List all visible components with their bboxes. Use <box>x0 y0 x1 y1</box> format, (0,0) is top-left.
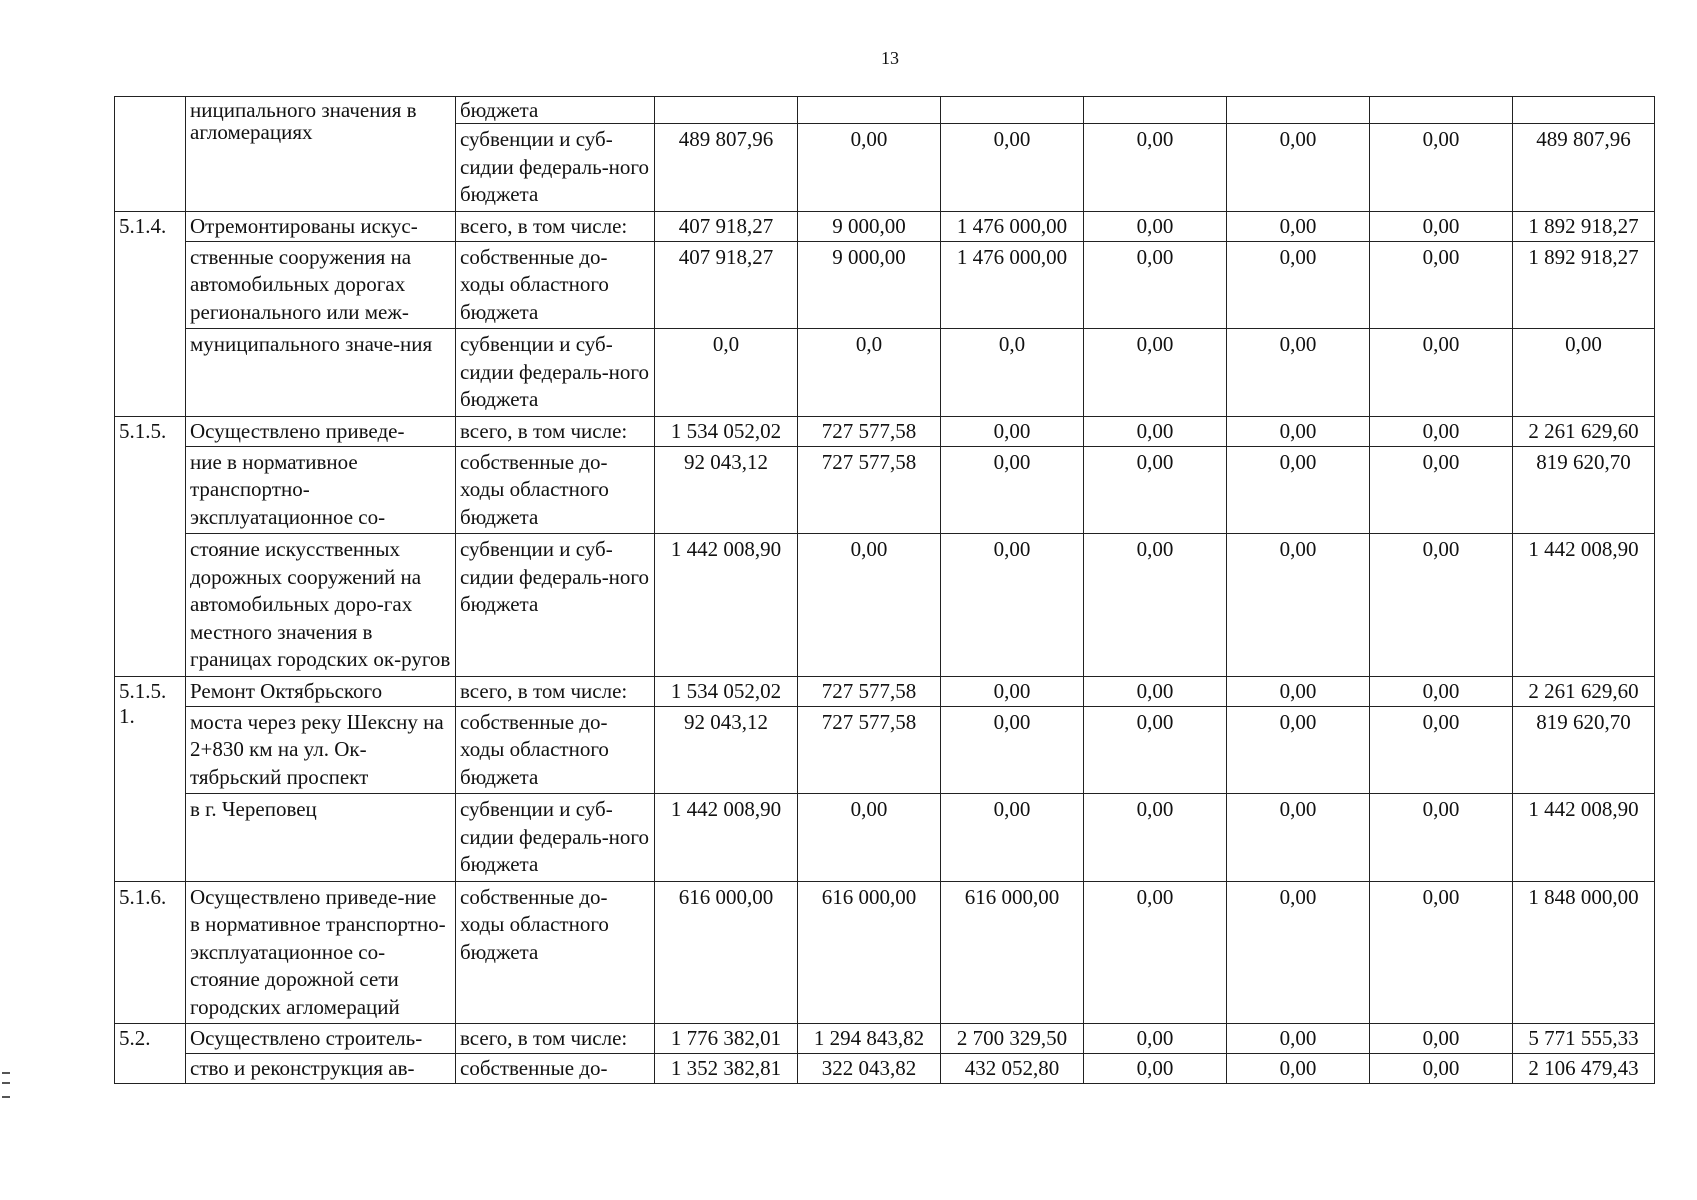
table-row <box>115 794 1655 882</box>
amount-cell: 0,00 <box>1084 1024 1227 1054</box>
amount-cell: 0,00 <box>1084 329 1227 417</box>
amount-cell <box>655 97 798 124</box>
funding-source-cell: бюджета <box>456 97 655 124</box>
amount-cell: 727 577,58 <box>798 676 941 706</box>
amount-cell: 0,00 <box>1084 676 1227 706</box>
row-description-cell: в г. Череповец <box>186 794 456 882</box>
budget-table <box>114 96 1655 1084</box>
amount-cell <box>941 97 1084 124</box>
amount-cell: 2 106 479,43 <box>1513 1054 1655 1084</box>
row-description-cell: Осуществлено строитель- <box>186 1024 456 1054</box>
table-row <box>115 97 1655 124</box>
margin-mark <box>2 1072 10 1098</box>
amount-cell: 0,00 <box>941 534 1084 677</box>
amount-cell: 0,00 <box>1370 1024 1513 1054</box>
amount-cell: 1 442 008,90 <box>655 794 798 882</box>
amount-cell: 1 442 008,90 <box>1513 534 1655 677</box>
amount-cell: 819 620,70 <box>1513 446 1655 534</box>
amount-cell: 407 918,27 <box>655 211 798 241</box>
amount-cell: 0,00 <box>1370 329 1513 417</box>
amount-cell: 0,00 <box>1084 416 1227 446</box>
table-row <box>115 881 1655 1024</box>
amount-cell: 489 807,96 <box>1513 124 1655 212</box>
amount-cell <box>1370 97 1513 124</box>
funding-source-cell: собственные до-ходы областного бюджета <box>456 446 655 534</box>
amount-cell: 0,00 <box>1084 794 1227 882</box>
funding-source-cell: субвенции и суб-сидии федераль-ного бюджета <box>456 794 655 882</box>
amount-cell: 1 476 000,00 <box>941 211 1084 241</box>
amount-cell: 0,00 <box>1084 124 1227 212</box>
amount-cell: 819 620,70 <box>1513 706 1655 794</box>
amount-cell: 0,00 <box>1370 534 1513 677</box>
amount-cell: 0,00 <box>1084 881 1227 1024</box>
amount-cell: 0,00 <box>1227 446 1370 534</box>
amount-cell: 0,00 <box>1513 329 1655 417</box>
amount-cell: 0,00 <box>1227 1054 1370 1084</box>
table-row <box>115 211 1655 241</box>
funding-source-cell: всего, в том числе: <box>456 1024 655 1054</box>
amount-cell: 0,00 <box>941 676 1084 706</box>
amount-cell: 0,00 <box>1084 534 1227 677</box>
amount-cell: 1 534 052,02 <box>655 676 798 706</box>
amount-cell: 0,00 <box>1084 1054 1227 1084</box>
amount-cell: 0,0 <box>941 329 1084 417</box>
amount-cell: 727 577,58 <box>798 416 941 446</box>
amount-cell: 9 000,00 <box>798 211 941 241</box>
amount-cell: 0,00 <box>1084 241 1227 329</box>
row-code-cell: 5.2. <box>115 1024 186 1084</box>
amount-cell: 2 261 629,60 <box>1513 676 1655 706</box>
amount-cell: 0,00 <box>1227 416 1370 446</box>
table-row <box>115 416 1655 446</box>
amount-cell: 5 771 555,33 <box>1513 1024 1655 1054</box>
amount-cell: 0,00 <box>1227 241 1370 329</box>
amount-cell: 0,00 <box>1370 676 1513 706</box>
amount-cell: 0,00 <box>1370 241 1513 329</box>
amount-cell: 1 534 052,02 <box>655 416 798 446</box>
amount-cell: 0,00 <box>1084 211 1227 241</box>
row-description-cell: Осуществлено приведе-ние в нормативное транспортно-эксплуатационное со-стояние дорожной сети городских агломераций <box>186 881 456 1024</box>
amount-cell: 0,0 <box>655 329 798 417</box>
amount-cell: 0,00 <box>798 124 941 212</box>
amount-cell: 2 261 629,60 <box>1513 416 1655 446</box>
amount-cell: 1 848 000,00 <box>1513 881 1655 1024</box>
funding-source-cell: субвенции и суб-сидии федераль-ного бюджета <box>456 329 655 417</box>
amount-cell <box>1084 97 1227 124</box>
amount-cell <box>1227 97 1370 124</box>
amount-cell: 0,00 <box>1370 706 1513 794</box>
amount-cell: 0,00 <box>941 446 1084 534</box>
amount-cell: 322 043,82 <box>798 1054 941 1084</box>
row-description-cell: Отремонтированы искус- <box>186 211 456 241</box>
amount-cell: 0,00 <box>1370 1054 1513 1084</box>
funding-source-cell: субвенции и суб-сидии федераль-ного бюджета <box>456 534 655 677</box>
row-code-cell: 5.1.6. <box>115 881 186 1024</box>
amount-cell: 489 807,96 <box>655 124 798 212</box>
amount-cell: 0,00 <box>1370 881 1513 1024</box>
amount-cell: 616 000,00 <box>941 881 1084 1024</box>
amount-cell <box>798 97 941 124</box>
table-row <box>115 329 1655 417</box>
row-code-cell <box>115 97 186 212</box>
funding-source-cell: собственные до-ходы областного бюджета <box>456 706 655 794</box>
funding-source-cell: всего, в том числе: <box>456 416 655 446</box>
amount-cell: 1 476 000,00 <box>941 241 1084 329</box>
funding-source-cell: всего, в том числе: <box>456 676 655 706</box>
amount-cell: 0,00 <box>1227 534 1370 677</box>
table-row <box>115 446 1655 534</box>
amount-cell: 616 000,00 <box>655 881 798 1024</box>
amount-cell: 0,0 <box>798 329 941 417</box>
amount-cell: 0,00 <box>798 534 941 677</box>
table-row <box>115 676 1655 706</box>
amount-cell: 0,00 <box>1227 124 1370 212</box>
amount-cell: 0,00 <box>941 124 1084 212</box>
amount-cell: 432 052,80 <box>941 1054 1084 1084</box>
amount-cell: 616 000,00 <box>798 881 941 1024</box>
row-code-cell: 5.1.5. 1. <box>115 676 186 881</box>
funding-source-cell: субвенции и суб-сидии федераль-ного бюджета <box>456 124 655 212</box>
row-code-cell: 5.1.5. <box>115 416 186 676</box>
amount-cell <box>1513 97 1655 124</box>
row-description-cell: Ремонт Октябрьского <box>186 676 456 706</box>
amount-cell: 1 892 918,27 <box>1513 241 1655 329</box>
funding-source-cell: всего, в том числе: <box>456 211 655 241</box>
row-code-cell: 5.1.4. <box>115 211 186 416</box>
funding-source-cell: собственные до- <box>456 1054 655 1084</box>
amount-cell: 407 918,27 <box>655 241 798 329</box>
amount-cell: 9 000,00 <box>798 241 941 329</box>
table-row <box>115 706 1655 794</box>
amount-cell: 0,00 <box>1227 676 1370 706</box>
amount-cell: 0,00 <box>1227 211 1370 241</box>
amount-cell: 0,00 <box>941 794 1084 882</box>
row-description-cell: ние в нормативное транспортно-эксплуатационное со- <box>186 446 456 534</box>
page-number: 13 <box>881 48 899 68</box>
amount-cell: 92 043,12 <box>655 446 798 534</box>
amount-cell: 1 892 918,27 <box>1513 211 1655 241</box>
amount-cell: 1 442 008,90 <box>655 534 798 677</box>
row-description-cell: ственные сооружения на автомобильных дорогах регионального или меж- <box>186 241 456 329</box>
amount-cell: 0,00 <box>1227 706 1370 794</box>
amount-cell: 1 352 382,81 <box>655 1054 798 1084</box>
table-row <box>115 1054 1655 1084</box>
amount-cell: 0,00 <box>798 794 941 882</box>
amount-cell: 0,00 <box>941 706 1084 794</box>
amount-cell: 0,00 <box>1227 881 1370 1024</box>
row-description-cell: муниципального значе-ния <box>186 329 456 417</box>
row-description-cell: ниципального значения в агломерациях <box>186 97 456 212</box>
amount-cell: 0,00 <box>1370 794 1513 882</box>
row-description-cell: стояние искусственных дорожных сооружений на автомобильных доро-гах местного значения в границах городских ок-ругов <box>186 534 456 677</box>
amount-cell: 0,00 <box>1227 794 1370 882</box>
amount-cell: 92 043,12 <box>655 706 798 794</box>
table-row <box>115 534 1655 677</box>
amount-cell: 0,00 <box>941 416 1084 446</box>
amount-cell: 1 294 843,82 <box>798 1024 941 1054</box>
amount-cell: 0,00 <box>1227 1024 1370 1054</box>
amount-cell: 2 700 329,50 <box>941 1024 1084 1054</box>
funding-source-cell: собственные до-ходы областного бюджета <box>456 881 655 1024</box>
amount-cell: 0,00 <box>1084 706 1227 794</box>
amount-cell: 1 442 008,90 <box>1513 794 1655 882</box>
amount-cell: 0,00 <box>1084 446 1227 534</box>
amount-cell: 727 577,58 <box>798 706 941 794</box>
amount-cell: 0,00 <box>1370 416 1513 446</box>
row-description-cell: ство и реконструкция ав- <box>186 1054 456 1084</box>
funding-source-cell: собственные до-ходы областного бюджета <box>456 241 655 329</box>
row-description-cell: моста через реку Шексну на 2+830 км на ул. Ок-тябрьский проспект <box>186 706 456 794</box>
amount-cell: 0,00 <box>1227 329 1370 417</box>
row-description-cell: Осуществлено приведе- <box>186 416 456 446</box>
table-row <box>115 1024 1655 1054</box>
table-row <box>115 241 1655 329</box>
amount-cell: 0,00 <box>1370 446 1513 534</box>
amount-cell: 1 776 382,01 <box>655 1024 798 1054</box>
amount-cell: 727 577,58 <box>798 446 941 534</box>
amount-cell: 0,00 <box>1370 124 1513 212</box>
amount-cell: 0,00 <box>1370 211 1513 241</box>
